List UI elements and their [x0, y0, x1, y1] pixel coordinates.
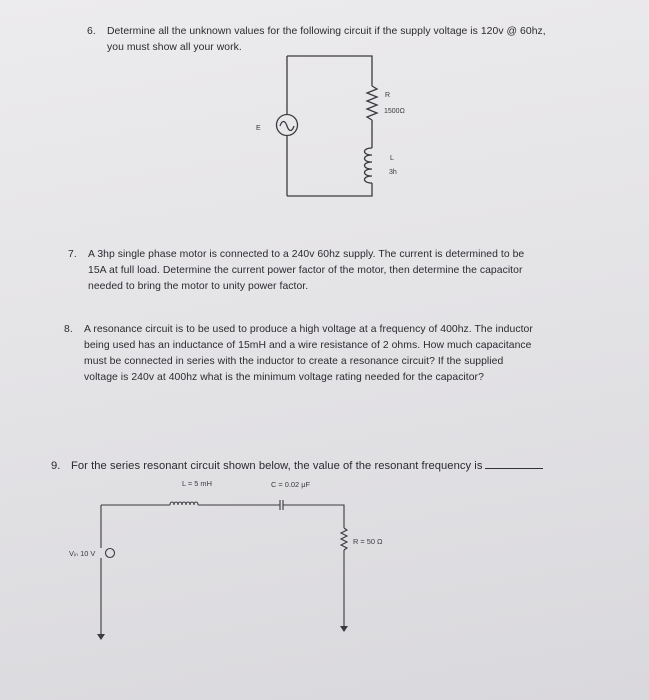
question-text-line: A resonance circuit is to be used to produce a high voltage at a frequency of 400hz. The inductor	[84, 324, 533, 335]
question-text-line: Determine all the unknown values for the following circuit if the supply voltage is 120v @ 60hz,	[107, 26, 546, 37]
question-number: 7.	[68, 249, 77, 260]
question-number: 9.	[51, 460, 61, 472]
sine-icon	[280, 122, 294, 131]
question-text-line: voltage is 240v at 400hz what is the minimum voltage rating needed for the capacitor?	[84, 372, 484, 383]
wire-top	[287, 56, 372, 86]
inductor-label: L = 5 mH	[182, 479, 212, 488]
resistor-symbol	[341, 528, 347, 550]
question-7	[68, 247, 588, 295]
resistor-label: R = 50 Ω	[353, 537, 383, 546]
wire-bottom	[287, 183, 372, 196]
question-number: 6.	[87, 26, 96, 37]
question-text: For the series resonant circuit shown below, the value of the resonant frequency is	[71, 460, 483, 472]
capacitor-label: C = 0.02 μF	[271, 480, 310, 489]
voltage-label: Vᵢₙ 10 V	[69, 549, 96, 558]
inductor-symbol	[170, 502, 198, 505]
question-text-line: needed to bring the motor to unity power factor.	[88, 281, 309, 292]
question-text-line: A 3hp single phase motor is connected to a 240v 60hz supply. The current is determined to be	[88, 249, 525, 260]
resistor-label: R	[385, 92, 391, 99]
ground-arrow-icon	[340, 626, 348, 632]
voltage-source-symbol	[106, 549, 115, 558]
capacitor-symbol	[272, 500, 290, 510]
resistor-symbol	[367, 86, 377, 120]
q9-circuit-diagram	[101, 500, 347, 636]
inductor-label: L	[390, 155, 394, 162]
question-text-line: must be connected in series with the inductor to create a resonance circuit? If the supplied	[84, 356, 504, 367]
question-text-line: 15A at full load. Determine the current power factor of the motor, then determine the capacitor	[88, 265, 523, 276]
question-text-line: being used has an inductance of 15mH and a wire resistance of 2 ohms. How much capacitance	[84, 340, 532, 351]
question-text-line: you must show all your work.	[107, 42, 242, 53]
resistor-value: 1500Ω	[384, 108, 405, 115]
source-label: E	[256, 125, 261, 132]
inductor-symbol	[365, 148, 373, 183]
ground-arrow-icon	[97, 634, 105, 640]
question-number: 8.	[64, 324, 73, 335]
inductor-value: 3h	[389, 169, 397, 176]
question-8	[64, 322, 594, 386]
answer-blank[interactable]	[485, 468, 543, 469]
question-9	[51, 458, 591, 474]
wire-top	[101, 505, 344, 528]
